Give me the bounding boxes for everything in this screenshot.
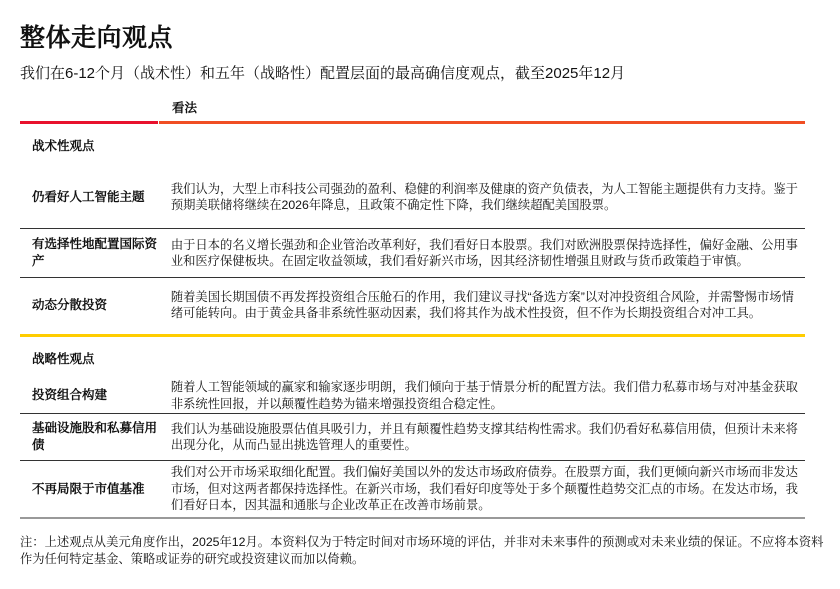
row-label: 投资组合构建 (32, 388, 108, 402)
row-text: 我们认为，大型上市科技公司强劲的盈利、稳健的利润率及健康的资产负债表，为人工智能主题提供有力支持。鉴于预期美联储将继续在2026年降息，且政策不确定性下降，我们继续超配美国股票。 (170, 181, 798, 212)
row-label: 有选择性地配置国际资产 (32, 237, 158, 268)
row-label: 不再局限于市值基准 (32, 481, 145, 496)
table-bottom-divider (20, 517, 805, 519)
table-row (20, 278, 805, 332)
section-heading-tactical: 战术性观点 (32, 139, 95, 153)
page-subtitle: 我们在6-12个月（战术性）和五年（战略性）配置层面的最高确信度观点，截至2025年12月 (20, 65, 626, 82)
row-label: 动态分散投资 (32, 297, 108, 312)
row-text: 随着美国长期国债不再发挥投资组合压舱石的作用，我们建议寻找“备选方案”以对冲投资组合风险，并需警惕市场情绪可能转向。由于黄金具备非系统性驱动因素，我们将其作为战术性投资，但不作为长期投资组合对冲工具。 (170, 289, 794, 320)
row-text: 我们认为基础设施股票估值具吸引力，并且有颠覆性趋势支撑其结构性需求。我们仍看好私募信用债，但预计未来将出现分化，从而凸显出挑选管理人的重要性。 (170, 421, 798, 452)
table-row (20, 378, 805, 413)
table-row (20, 229, 805, 277)
row-text: 随着人工智能领域的赢家和输家逐步明朗，我们倾向于基于情景分析的配置方法。我们借力私募市场与对冲基金获取非系统性回报，并以颠覆性趋势为锚来增强投资组合稳定性。 (170, 380, 798, 411)
table-row (20, 178, 805, 216)
column-header-views: 看法 (172, 101, 198, 115)
row-text: 我们对公开市场采取细化配置。我们偏好美国以外的发达市场政府债券。在股票方面，我们更倾向新兴市场而非发达市场，但对这两者都保持选择性。在新兴市场，我们看好印度等处于多个颠覆性趋势交汇点的市场。在发达市场，我们看好日本，因其温和通胀与企业改革正在改善市场前景。 (170, 465, 798, 513)
footnote: 注：上述观点从美元角度作出，2025年12月。本资料仅为于特定时间对市场环境的评估，并非对未来事件的预测或对未来业绩的保证。不应将本资料作为任何特定基金、策略或证券的研究或投资建议而加以倚赖。 (20, 535, 824, 566)
page-title: 整体走向观点 (20, 24, 174, 52)
row-text: 由于日本的名义增长强劲和企业管治改革利好，我们看好日本股票。我们对欧洲股票保持选择性，偏好金融、公用事业和医疗保健板块。在固定收益领域，我们看好新兴市场，因其经济韧性增强且财政与货币政策趋于审慎。 (170, 237, 798, 268)
header-divider (20, 121, 805, 124)
section-heading-strategic: 战略性观点 (32, 352, 95, 366)
table-row (20, 461, 805, 517)
table-row (20, 414, 805, 460)
section-divider (20, 334, 805, 337)
row-label: 仍看好人工智能主题 (32, 189, 145, 204)
row-label: 基础设施股和私募信用债 (32, 421, 158, 452)
